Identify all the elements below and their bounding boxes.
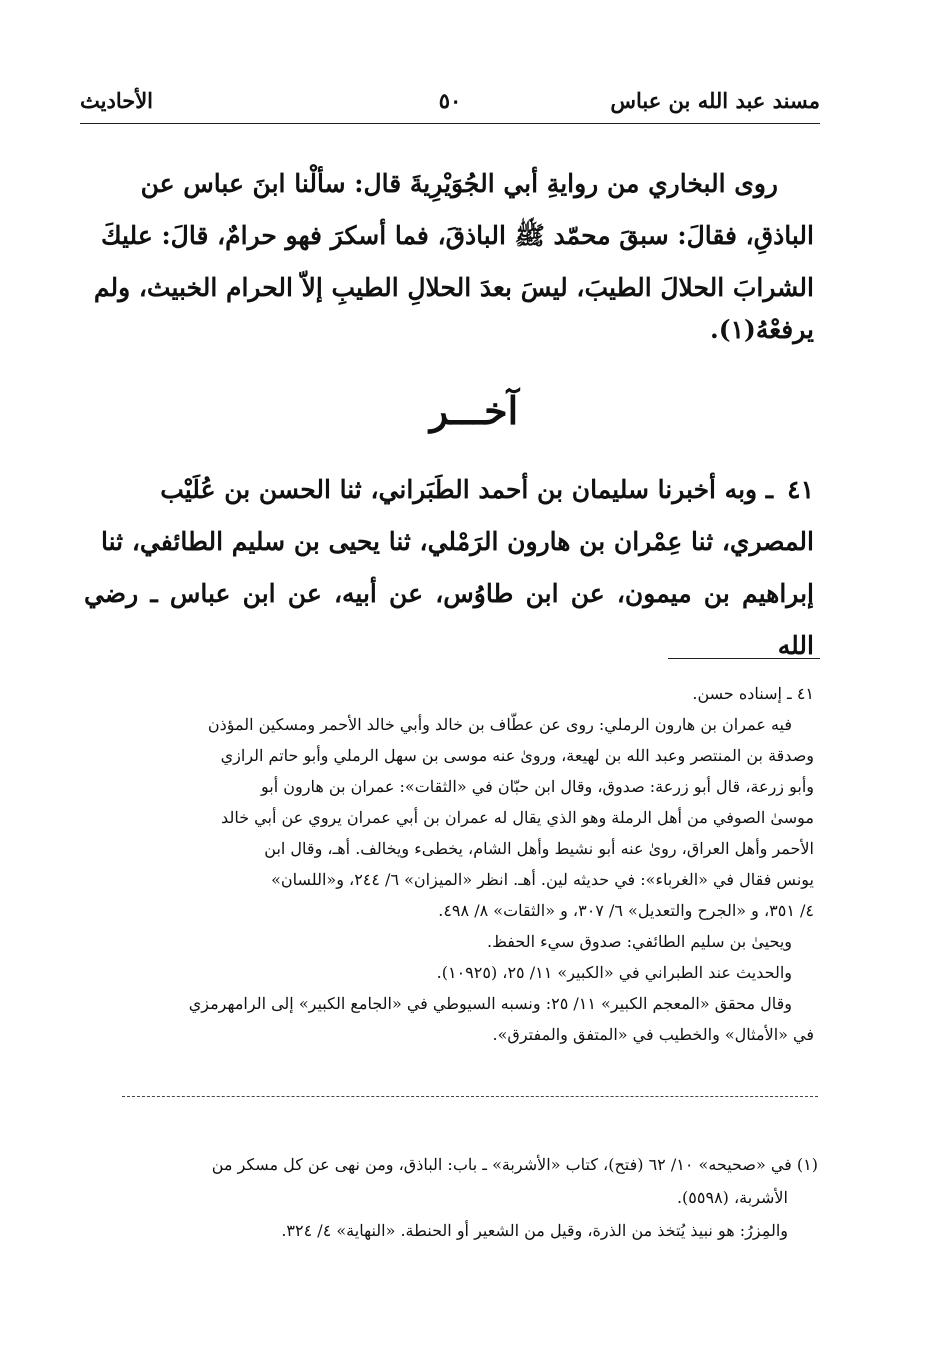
running-header	[80, 88, 820, 120]
paragraph-line: ٤١ـ وبه أخبرنا سليمان بن أحمد الطَبَراني، ثنا الحسن بن عُلَيْب	[160, 475, 814, 504]
paragraph-line: روى البخاري من روايةِ أبي الجُوَيْرِيةَ قال: سألْنا ابنَ عباس عن	[140, 169, 778, 198]
notes-separator	[668, 658, 820, 659]
note-line: ويحيىٰ بن سليم الطائفي: صدوق سيء الحفظ.	[487, 932, 792, 951]
note-line: فيه عمران بن هارون الرملي: روى عن عطّاف بن خالد وأبي خالد الأحمر ومسكين المؤذن	[207, 715, 792, 734]
note-line: وصدقة بن المنتصر وعبد الله بن لهيعة، وروىٰ عنه موسى بن سهل الرملي وأبو حاتم الرازي	[220, 746, 814, 765]
page-number: ٥٠	[438, 88, 462, 113]
footnotes	[96, 1148, 818, 1247]
note-line: موسىٰ الصوفي من أهل الرملة وهو الذي يقال له عمران بن أبي عمران يروي عن أبي خالد	[221, 808, 814, 827]
note-line: في «الأمثال» والخطيب في «المتفق والمفترق».	[492, 1025, 814, 1044]
footnote-line: (١) في «صحيحه» ١٠/ ٦٢ (فتح)، كتاب «الأشربة» ـ باب: الباذق، ومن نهى عن كل مسكر من	[211, 1155, 818, 1174]
paragraph-line: الشرابَ الحلالَ الطيبَ، ليسَ بعدَ الحلالِ الطيبِ إلاّ الحرام الخبيث، ولم	[93, 273, 814, 302]
note-line: ٤/ ٣٥١، و «الجرح والتعديل» ٦/ ٣٠٧، و «الثقات» ٨/ ٤٩٨.	[438, 901, 814, 920]
note-line: والحديث عند الطبراني في «الكبير» ١١/ ٢٥، (١٠٩٢٥).	[436, 963, 792, 982]
note-line: الأحمر وأهل العراق، روىٰ عنه أبو نشيط وأهل الشام، يخطىء ويخالف. أهـ، وقال ابن	[264, 839, 814, 858]
section-title: الأحاديث	[80, 88, 154, 113]
paragraph-line: يرفعْهُ(١).	[710, 315, 814, 344]
paragraph-bukhari	[84, 158, 814, 346]
book-title: مسند عبد الله بن عباس	[610, 88, 820, 113]
note-line: يونس فقال في «الغرباء»: في حديثه لين. أهـ. انظر «الميزان» ٦/ ٢٤٤، و«اللسان»	[271, 870, 814, 889]
note-line: وقال محقق «المعجم الكبير» ١١/ ٢٥: ونسبه السيوطي في «الجامع الكبير» إلى الرامهرمزي	[188, 994, 792, 1013]
note-line: ٤١ ـ إسناده حسن.	[692, 684, 814, 703]
paragraph-line: المصري، ثنا عِمْران بن هارون الرَمْلي، ثنا يحيى بن سليم الطائفي، ثنا	[101, 527, 814, 556]
footnote-line: والمِزرُ: هو نبيذ يُتخذ من الذرة، وقيل من الشعير أو الحنطة. «النهاية» ٤/ ٣٢٤.	[281, 1221, 788, 1240]
paragraph-line: إبراهيم بن ميمون، عن ابن طاوُس، عن أبيه، عن ابن عباس ـ رضي الله	[84, 579, 814, 660]
section-heading: آخـــر	[429, 388, 519, 433]
hadith-notes	[96, 678, 814, 1050]
footnote-separator	[122, 1096, 818, 1097]
hadith-number: ٤١	[787, 475, 814, 504]
paragraph-line: الباذقِ، فقالَ: سبقَ محمّد ﷺ الباذقَ، فما أسكرَ فهو حرامٌ، قالَ: عليكَ	[100, 221, 814, 250]
note-line: وأبو زرعة، قال أبو زرعة: صدوق، وقال ابن حبّان في «الثقات»: عمران بن هارون أبو	[261, 777, 814, 796]
header-rule	[80, 123, 820, 124]
footnote-line: الأشربة، (٥٥٩٨).	[676, 1188, 788, 1207]
hadith-41	[84, 464, 814, 672]
